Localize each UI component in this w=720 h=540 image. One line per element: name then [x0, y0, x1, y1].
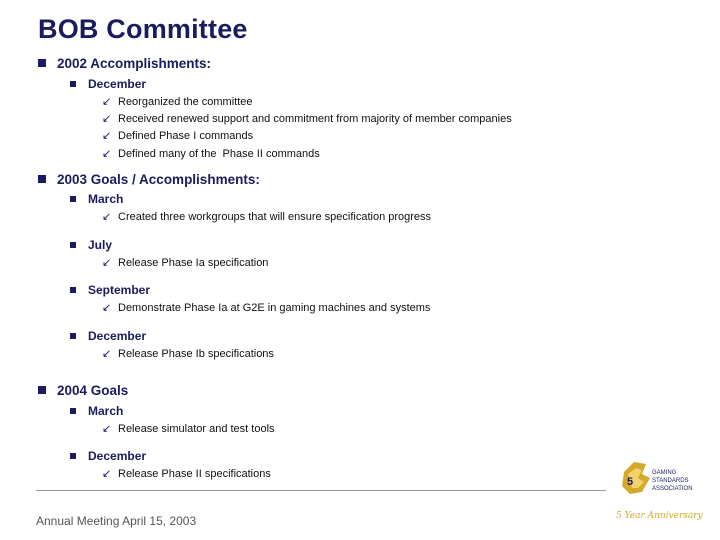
check-arrow-icon: ↙ [102, 148, 112, 160]
list-item: ↙ Release Phase II specifications [102, 468, 271, 480]
list-item: ↙ Release Phase Ib specifications [102, 348, 274, 360]
square-bullet-icon [70, 453, 76, 459]
square-bullet-icon [38, 386, 46, 394]
slide-title: BOB Committee [38, 14, 248, 44]
square-bullet-icon [70, 333, 76, 339]
list-item: ↙ Received renewed support and commitment from majority of member companies [102, 113, 512, 125]
square-bullet-icon [70, 81, 76, 87]
list-item: ↙ Reorganized the committee [102, 96, 253, 108]
check-arrow-icon: ↙ [102, 348, 112, 360]
group-label: July [70, 238, 112, 252]
check-arrow-icon: ↙ [102, 211, 112, 223]
group-label: December [70, 77, 146, 91]
group-label: March [70, 404, 123, 418]
list-item: ↙ Defined many of the Phase II commands [102, 148, 320, 160]
check-arrow-icon: ↙ [102, 257, 112, 269]
footer-divider [36, 490, 606, 491]
svg-text:5: 5 [627, 476, 634, 488]
group-label: September [70, 283, 150, 297]
section-heading: 2004 Goals [38, 383, 128, 398]
logo-text-line: STANDARDS [652, 478, 689, 484]
square-bullet-icon [38, 59, 46, 67]
check-arrow-icon: ↙ [102, 96, 112, 108]
logo-anniversary-text: 5 Year Anniversary [616, 511, 703, 521]
list-item: ↙ Defined Phase I commands [102, 130, 254, 142]
list-item: ↙ Release simulator and test tools [102, 423, 275, 435]
square-bullet-icon [38, 175, 46, 183]
list-item: ↙ Release Phase Ia specification [102, 257, 269, 269]
logo-text-line: ASSOCIATION [652, 486, 693, 492]
list-item: ↙ Demonstrate Phase Ia at G2E in gaming machines and systems [102, 302, 431, 314]
square-bullet-icon [70, 287, 76, 293]
check-arrow-icon: ↙ [102, 423, 112, 435]
section-heading: 2002 Accomplishments: [38, 56, 211, 71]
group-label: December [70, 329, 146, 343]
square-bullet-icon [70, 196, 76, 202]
square-bullet-icon [70, 408, 76, 414]
section-heading: 2003 Goals / Accomplishments: [38, 172, 260, 187]
group-label: December [70, 449, 146, 463]
check-arrow-icon: ↙ [102, 113, 112, 125]
logo-emblem [622, 462, 650, 494]
footer-text: Annual Meeting April 15, 2003 [36, 514, 197, 528]
check-arrow-icon: ↙ [102, 130, 112, 142]
list-item: ↙ Created three workgroups that will ensure specification progress [102, 211, 432, 223]
check-arrow-icon: ↙ [102, 468, 112, 480]
gaming-standards-association-logo [612, 458, 712, 532]
check-arrow-icon: ↙ [102, 302, 112, 314]
logo-text-line: GAMING [652, 470, 677, 476]
square-bullet-icon [70, 242, 76, 248]
group-label: March [70, 192, 123, 206]
